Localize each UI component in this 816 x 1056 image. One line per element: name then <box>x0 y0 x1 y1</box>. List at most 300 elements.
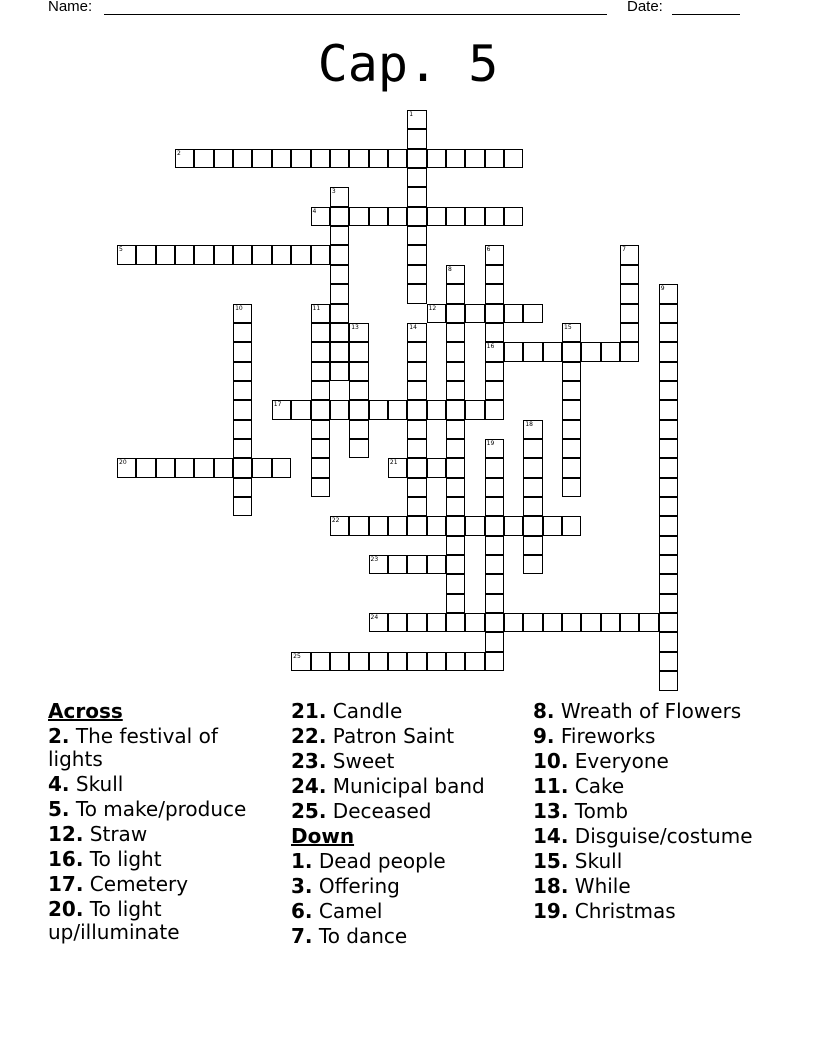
grid-cell[interactable] <box>485 478 504 497</box>
grid-cell[interactable] <box>194 458 213 477</box>
clue-down-7 <box>291 925 516 948</box>
grid-cell[interactable] <box>252 245 271 264</box>
grid-cell[interactable] <box>446 323 465 342</box>
grid-cell[interactable] <box>388 613 407 632</box>
grid-cell[interactable] <box>562 458 581 477</box>
grid-cell[interactable] <box>659 555 678 574</box>
clue-text: Christmas <box>574 899 676 923</box>
grid-cell[interactable] <box>562 381 581 400</box>
grid-cell[interactable] <box>523 555 542 574</box>
grid-cell[interactable] <box>369 149 388 168</box>
grid-cell[interactable] <box>562 613 581 632</box>
grid-cell[interactable] <box>427 400 446 419</box>
grid-cell[interactable] <box>446 400 465 419</box>
grid-cell[interactable] <box>311 420 330 439</box>
clue-down-3 <box>291 875 516 898</box>
grid-cell[interactable] <box>659 304 678 323</box>
clue-down-19 <box>533 900 763 923</box>
grid-cell[interactable] <box>659 420 678 439</box>
grid-cell[interactable] <box>485 594 504 613</box>
grid-cell[interactable] <box>659 458 678 477</box>
grid-cell[interactable] <box>427 207 446 226</box>
grid-cell[interactable] <box>446 304 465 323</box>
grid-cell[interactable] <box>659 497 678 516</box>
grid-cell[interactable] <box>272 458 291 477</box>
cell-number: 16 <box>486 343 495 351</box>
grid-cell[interactable] <box>407 516 426 535</box>
grid-cell[interactable] <box>349 149 368 168</box>
grid-cell[interactable] <box>311 478 330 497</box>
grid-cell[interactable] <box>330 207 349 226</box>
grid-cell[interactable] <box>465 613 484 632</box>
clue-number: 7. <box>291 924 313 948</box>
grid-cell[interactable] <box>427 613 446 632</box>
grid-cell[interactable] <box>117 245 136 264</box>
grid-cell[interactable] <box>233 323 252 342</box>
clues-column-1 <box>48 700 273 946</box>
grid-cell[interactable] <box>427 149 446 168</box>
clue-text: Sweet <box>332 749 395 773</box>
grid-cell[interactable] <box>485 400 504 419</box>
clue-number: 12. <box>48 822 84 846</box>
grid-cell[interactable] <box>175 149 194 168</box>
grid-cell[interactable] <box>407 323 426 342</box>
grid-cell[interactable] <box>562 439 581 458</box>
grid-cell[interactable] <box>485 323 504 342</box>
grid-cell[interactable] <box>407 129 426 148</box>
grid-cell[interactable] <box>330 362 349 381</box>
grid-cell[interactable] <box>330 187 349 206</box>
grid-cell[interactable] <box>369 207 388 226</box>
grid-cell[interactable] <box>620 304 639 323</box>
clue-text: Deceased <box>332 799 432 823</box>
grid-cell[interactable] <box>504 516 523 535</box>
date-label: Date: <box>627 0 663 15</box>
grid-cell[interactable] <box>233 362 252 381</box>
cell-number: 25 <box>293 652 301 660</box>
clues-column-2 <box>291 700 516 950</box>
grid-cell[interactable] <box>291 245 310 264</box>
grid-cell[interactable] <box>214 458 233 477</box>
grid-cell[interactable] <box>311 207 330 226</box>
grid-cell[interactable] <box>485 613 504 632</box>
grid-cell[interactable] <box>407 497 426 516</box>
grid-cell[interactable] <box>581 342 600 361</box>
cell-number: 20 <box>119 459 127 467</box>
grid-cell[interactable] <box>407 168 426 187</box>
grid-cell[interactable] <box>659 652 678 671</box>
clue-number: 3. <box>291 874 313 898</box>
cell-number: 9 <box>660 285 665 293</box>
grid-cell[interactable] <box>523 304 542 323</box>
grid-cell[interactable] <box>485 555 504 574</box>
grid-cell[interactable] <box>504 149 523 168</box>
clue-number: 17. <box>48 872 84 896</box>
grid-cell[interactable] <box>233 400 252 419</box>
grid-cell[interactable] <box>485 516 504 535</box>
grid-cell[interactable] <box>659 671 678 690</box>
grid-cell[interactable] <box>330 342 349 361</box>
grid-cell[interactable] <box>252 149 271 168</box>
grid-cell[interactable] <box>311 362 330 381</box>
cell-number: 15 <box>564 323 572 331</box>
grid-cell[interactable] <box>485 245 504 264</box>
grid-cell[interactable] <box>175 245 194 264</box>
grid-cell[interactable] <box>523 613 542 632</box>
grid-cell[interactable] <box>388 458 407 477</box>
grid-cell[interactable] <box>504 613 523 632</box>
clue-text: Fireworks <box>560 724 656 748</box>
grid-cell[interactable] <box>620 342 639 361</box>
grid-cell[interactable] <box>194 245 213 264</box>
grid-cell[interactable] <box>659 478 678 497</box>
clue-text: Offering <box>318 874 400 898</box>
grid-cell[interactable] <box>407 342 426 361</box>
grid-cell[interactable] <box>485 149 504 168</box>
grid-cell[interactable] <box>504 342 523 361</box>
grid-cell[interactable] <box>233 304 252 323</box>
clue-text: Skull <box>574 849 623 873</box>
grid-cell[interactable] <box>407 187 426 206</box>
grid-cell[interactable] <box>311 381 330 400</box>
cell-number: 19 <box>486 439 495 447</box>
grid-cell[interactable] <box>427 516 446 535</box>
grid-cell[interactable] <box>659 594 678 613</box>
grid-cell[interactable] <box>485 458 504 477</box>
grid-cell[interactable] <box>581 613 600 632</box>
grid-cell[interactable] <box>369 555 388 574</box>
grid-cell[interactable] <box>330 284 349 303</box>
grid-cell[interactable] <box>485 574 504 593</box>
clue-number: 14. <box>533 824 569 848</box>
grid-cell[interactable] <box>311 439 330 458</box>
grid-cell[interactable] <box>659 632 678 651</box>
clue-across-20 <box>48 898 273 944</box>
clue-number: 10. <box>533 749 569 773</box>
grid-cell[interactable] <box>388 400 407 419</box>
grid-cell[interactable] <box>330 265 349 284</box>
grid-cell[interactable] <box>407 265 426 284</box>
cell-number: 23 <box>370 556 379 564</box>
grid-cell[interactable] <box>485 381 504 400</box>
grid-cell[interactable] <box>330 323 349 342</box>
grid-cell[interactable] <box>233 420 252 439</box>
grid-cell[interactable] <box>233 497 252 516</box>
grid-cell[interactable] <box>485 207 504 226</box>
clue-text: Cake <box>574 774 625 798</box>
clue-text: Tomb <box>574 799 629 823</box>
grid-cell[interactable] <box>523 439 542 458</box>
grid-cell[interactable] <box>330 245 349 264</box>
grid-cell[interactable] <box>311 652 330 671</box>
grid-cell[interactable] <box>523 536 542 555</box>
grid-cell[interactable] <box>523 497 542 516</box>
grid-cell[interactable] <box>330 400 349 419</box>
grid-cell[interactable] <box>562 323 581 342</box>
grid-cell[interactable] <box>485 497 504 516</box>
grid-cell[interactable] <box>465 652 484 671</box>
grid-cell[interactable] <box>233 439 252 458</box>
grid-cell[interactable] <box>311 458 330 477</box>
grid-cell[interactable] <box>311 400 330 419</box>
grid-cell[interactable] <box>407 458 426 477</box>
grid-cell[interactable] <box>659 516 678 535</box>
grid-cell[interactable] <box>349 342 368 361</box>
grid-cell[interactable] <box>485 304 504 323</box>
grid-cell[interactable] <box>659 536 678 555</box>
clue-number: 19. <box>533 899 569 923</box>
grid-cell[interactable] <box>485 284 504 303</box>
clue-down-18 <box>533 875 763 898</box>
grid-cell[interactable] <box>446 613 465 632</box>
grid-cell[interactable] <box>407 381 426 400</box>
grid-cell[interactable] <box>504 207 523 226</box>
clue-across-16 <box>48 848 273 871</box>
clue-down-6 <box>291 900 516 923</box>
grid-cell[interactable] <box>349 400 368 419</box>
grid-cell[interactable] <box>523 516 542 535</box>
grid-cell[interactable] <box>465 207 484 226</box>
grid-cell[interactable] <box>427 652 446 671</box>
grid-cell[interactable] <box>369 652 388 671</box>
grid-cell[interactable] <box>233 478 252 497</box>
clue-number: 15. <box>533 849 569 873</box>
clue-down-1 <box>291 850 516 873</box>
grid-cell[interactable] <box>446 555 465 574</box>
grid-cell[interactable] <box>214 149 233 168</box>
grid-cell[interactable] <box>485 342 504 361</box>
grid-cell[interactable] <box>349 439 368 458</box>
grid-cell[interactable] <box>272 149 291 168</box>
clue-across-23 <box>291 750 516 773</box>
grid-cell[interactable] <box>407 284 426 303</box>
clue-number: 5. <box>48 797 70 821</box>
clue-across-4 <box>48 773 273 796</box>
grid-cell[interactable] <box>407 613 426 632</box>
grid-cell[interactable] <box>407 420 426 439</box>
grid-cell[interactable] <box>117 458 136 477</box>
grid-cell[interactable] <box>427 304 446 323</box>
grid-cell[interactable] <box>659 381 678 400</box>
grid-cell[interactable] <box>388 555 407 574</box>
clue-number: 21. <box>291 699 327 723</box>
grid-cell[interactable] <box>485 632 504 651</box>
grid-cell[interactable] <box>543 613 562 632</box>
grid-cell[interactable] <box>523 420 542 439</box>
clue-across-24 <box>291 775 516 798</box>
grid-cell[interactable] <box>465 304 484 323</box>
grid-cell[interactable] <box>446 381 465 400</box>
grid-cell[interactable] <box>233 149 252 168</box>
grid-cell[interactable] <box>311 323 330 342</box>
grid-cell[interactable] <box>233 245 252 264</box>
clue-text: While <box>574 874 631 898</box>
grid-cell[interactable] <box>485 652 504 671</box>
page-title: Cap. 5 <box>317 35 499 93</box>
grid-cell[interactable] <box>485 265 504 284</box>
grid-cell[interactable] <box>369 516 388 535</box>
grid-cell[interactable] <box>233 458 252 477</box>
clue-text: Skull <box>75 772 124 796</box>
grid-cell[interactable] <box>136 458 155 477</box>
grid-cell[interactable] <box>311 304 330 323</box>
grid-cell[interactable] <box>369 400 388 419</box>
clue-across-17 <box>48 873 273 896</box>
clue-text: To dance <box>318 924 408 948</box>
grid-cell[interactable] <box>562 362 581 381</box>
cell-number: 3 <box>331 188 336 196</box>
clue-number: 4. <box>48 772 70 796</box>
grid-cell[interactable] <box>504 304 523 323</box>
grid-cell[interactable] <box>252 458 271 477</box>
grid-cell[interactable] <box>446 594 465 613</box>
grid-cell[interactable] <box>407 362 426 381</box>
clue-text: Wreath of Flowers <box>560 699 742 723</box>
grid-cell[interactable] <box>659 362 678 381</box>
grid-cell[interactable] <box>388 207 407 226</box>
grid-cell[interactable] <box>330 226 349 245</box>
grid-cell[interactable] <box>446 149 465 168</box>
grid-cell[interactable] <box>620 265 639 284</box>
grid-cell[interactable] <box>562 478 581 497</box>
grid-cell[interactable] <box>369 613 388 632</box>
grid-cell[interactable] <box>194 149 213 168</box>
grid-cell[interactable] <box>156 458 175 477</box>
grid-cell[interactable] <box>330 516 349 535</box>
grid-cell[interactable] <box>659 574 678 593</box>
grid-cell[interactable] <box>446 420 465 439</box>
grid-cell[interactable] <box>349 652 368 671</box>
grid-cell[interactable] <box>311 342 330 361</box>
clue-number: 18. <box>533 874 569 898</box>
grid-cell[interactable] <box>562 342 581 361</box>
grid-cell[interactable] <box>523 478 542 497</box>
grid-cell[interactable] <box>601 613 620 632</box>
grid-cell[interactable] <box>407 652 426 671</box>
grid-cell[interactable] <box>446 516 465 535</box>
grid-cell[interactable] <box>659 439 678 458</box>
grid-cell[interactable] <box>330 149 349 168</box>
grid-cell[interactable] <box>523 458 542 477</box>
grid-cell[interactable] <box>485 362 504 381</box>
grid-cell[interactable] <box>388 652 407 671</box>
grid-cell[interactable] <box>620 323 639 342</box>
grid-cell[interactable] <box>349 323 368 342</box>
grid-cell[interactable] <box>485 439 504 458</box>
grid-cell[interactable] <box>407 555 426 574</box>
grid-cell[interactable] <box>601 342 620 361</box>
grid-cell[interactable] <box>446 362 465 381</box>
grid-cell[interactable] <box>562 516 581 535</box>
grid-cell[interactable] <box>562 400 581 419</box>
grid-cell[interactable] <box>543 342 562 361</box>
grid-cell[interactable] <box>136 245 155 264</box>
grid-cell[interactable] <box>407 110 426 129</box>
grid-cell[interactable] <box>233 342 252 361</box>
grid-cell[interactable] <box>311 149 330 168</box>
grid-cell[interactable] <box>562 420 581 439</box>
grid-cell[interactable] <box>639 613 658 632</box>
grid-cell[interactable] <box>427 458 446 477</box>
grid-cell[interactable] <box>349 420 368 439</box>
clue-number: 22. <box>291 724 327 748</box>
grid-cell[interactable] <box>446 342 465 361</box>
clue-text: Cemetery <box>89 872 189 896</box>
grid-cell[interactable] <box>349 381 368 400</box>
grid-cell[interactable] <box>175 458 194 477</box>
clue-number: 6. <box>291 899 313 923</box>
grid-cell[interactable] <box>659 323 678 342</box>
clue-text: To light <box>89 847 162 871</box>
grid-cell[interactable] <box>349 516 368 535</box>
grid-cell[interactable] <box>349 207 368 226</box>
grid-cell[interactable] <box>659 400 678 419</box>
grid-cell[interactable] <box>523 342 542 361</box>
grid-cell[interactable] <box>291 652 310 671</box>
grid-cell[interactable] <box>407 245 426 264</box>
grid-cell[interactable] <box>465 149 484 168</box>
grid-cell[interactable] <box>446 439 465 458</box>
grid-cell[interactable] <box>659 613 678 632</box>
grid-cell[interactable] <box>330 304 349 323</box>
grid-cell[interactable] <box>659 284 678 303</box>
grid-cell[interactable] <box>446 478 465 497</box>
grid-cell[interactable] <box>156 245 175 264</box>
grid-cell[interactable] <box>291 400 310 419</box>
grid-cell[interactable] <box>349 362 368 381</box>
cell-number: 6 <box>486 246 491 254</box>
clue-number: 11. <box>533 774 569 798</box>
grid-cell[interactable] <box>272 245 291 264</box>
grid-cell[interactable] <box>446 574 465 593</box>
grid-cell[interactable] <box>446 458 465 477</box>
grid-cell[interactable] <box>214 245 233 264</box>
grid-cell[interactable] <box>446 536 465 555</box>
grid-cell[interactable] <box>543 516 562 535</box>
grid-cell[interactable] <box>407 400 426 419</box>
grid-cell[interactable] <box>388 516 407 535</box>
grid-cell[interactable] <box>407 226 426 245</box>
grid-cell[interactable] <box>465 516 484 535</box>
grid-cell[interactable] <box>620 613 639 632</box>
grid-cell[interactable] <box>272 400 291 419</box>
name-label: Name: <box>48 0 93 15</box>
grid-cell[interactable] <box>446 497 465 516</box>
grid-cell[interactable] <box>446 652 465 671</box>
clue-across-25 <box>291 800 516 823</box>
grid-cell[interactable] <box>291 149 310 168</box>
grid-cell[interactable] <box>446 207 465 226</box>
grid-cell[interactable] <box>446 284 465 303</box>
grid-cell[interactable] <box>407 149 426 168</box>
grid-cell[interactable] <box>407 439 426 458</box>
grid-cell[interactable] <box>427 555 446 574</box>
grid-cell[interactable] <box>659 342 678 361</box>
grid-cell[interactable] <box>620 284 639 303</box>
clue-across-22 <box>291 725 516 748</box>
grid-cell[interactable] <box>620 245 639 264</box>
grid-cell[interactable] <box>465 400 484 419</box>
grid-cell[interactable] <box>407 207 426 226</box>
grid-cell[interactable] <box>311 245 330 264</box>
grid-cell[interactable] <box>407 478 426 497</box>
grid-cell[interactable] <box>446 265 465 284</box>
clue-text: Candle <box>332 699 403 723</box>
grid-cell[interactable] <box>388 149 407 168</box>
grid-cell[interactable] <box>485 536 504 555</box>
grid-cell[interactable] <box>233 381 252 400</box>
grid-cell[interactable] <box>330 652 349 671</box>
